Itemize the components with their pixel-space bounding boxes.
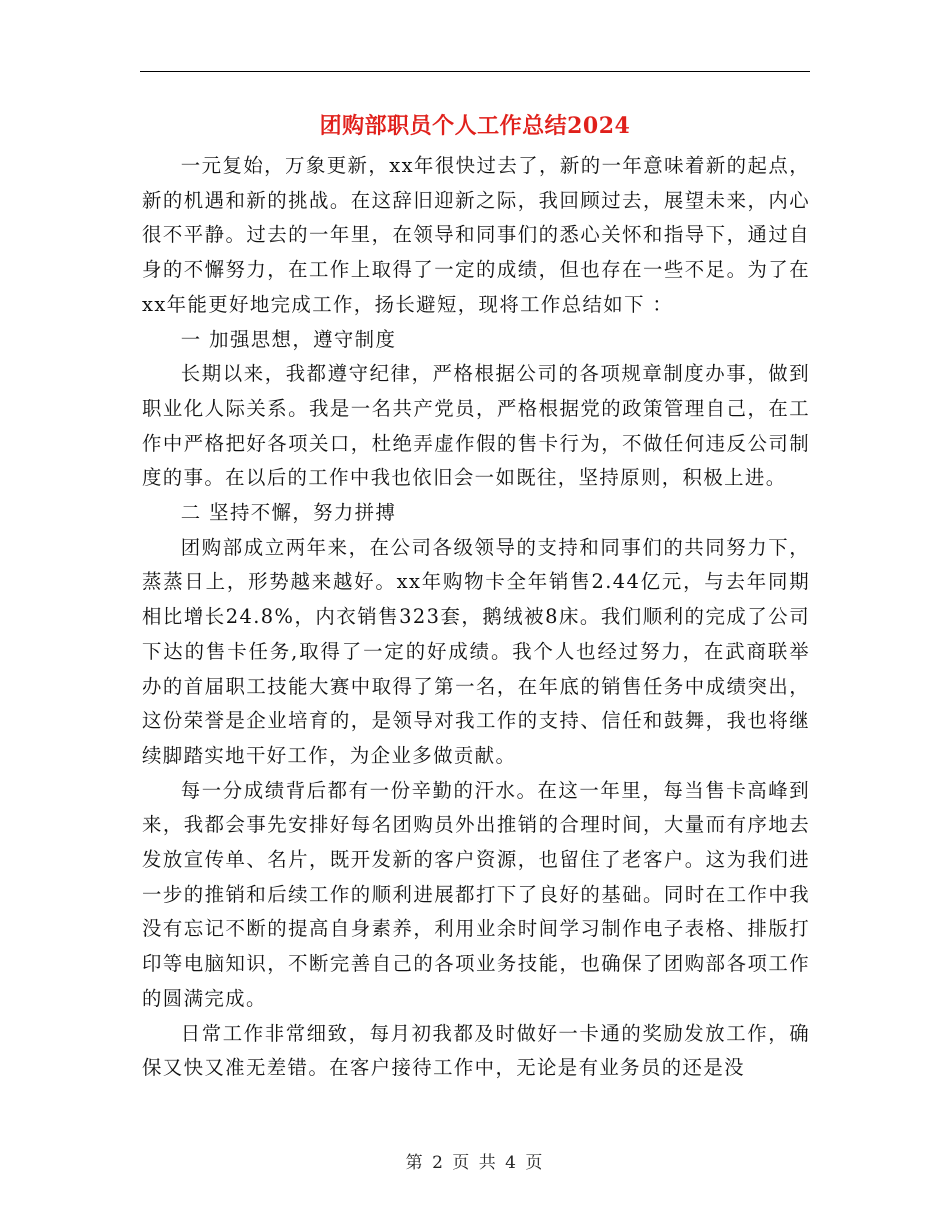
paragraph-achievements: 团购部成立两年来，在公司各级领导的支持和同事们的共同努力下，蒸蒸日上，形势越来越好。xx年购物卡全年销售2.44亿元，与去年同期相比增长24.8%，内衣销售323套，鹅绒被8床。我们顺利的完成了公司下达的售卡任务,取得了一定的好成绩。我个人也经过努力，在武商联举办的首届职工技能大赛中取得了第一名，在年底的销售任务中成绩突出，这份荣誉是企业培育的，是领导对我工作的支持、信任和鼓舞，我也将继续脚踏实地干好工作，为企业多做贡献。 [142,535,810,767]
paragraph-intro: 一元复始，万象更新，xx年很快过去了，新的一年意味着新的起点，新的机遇和新的挑战。在这辞旧迎新之际，我回顾过去，展望未来，内心很不平静。过去的一年里，在领导和同事们的悉心关怀和指导下，通过自身的不懈努力，在工作上取得了一定的成绩，但也存在一些不足。为了在xx年能更好地完成工作，扬长避短，现将工作总结如下 ： [142,154,810,316]
section-heading-2: 二 坚持不懈，努力拼搏 [180,501,397,525]
section-heading-1: 一 加强思想，遵守制度 [180,327,397,351]
header-rule [140,71,810,72]
document-title: 团购部职员个人工作总结2024 [319,113,631,139]
page-footer: 第 2 页 共 4 页 [405,1153,545,1173]
paragraph-daily-work: 日常工作非常细致，每月初我都及时做好一卡通的奖励发放工作，确保又快又准无差错。在客户接待工作中，无论是有业务员的还是没 [142,1021,810,1080]
document-body [142,149,810,1086]
paragraph-discipline: 长期以来，我都遵守纪律，严格根据公司的各项规章制度办事，做到职业化人际关系。我是一名共产党员，严格根据党的政策管理自己，在工作中严格把好各项关口，杜绝弄虚作假的售卡行为，不做任何违反公司制度的事。在以后的工作中我也依旧会一如既往，坚持原则，积极上进。 [142,362,810,490]
paragraph-hard-work: 每一分成绩背后都有一份辛勤的汗水。在这一年里，每当售卡高峰到来，我都会事先安排好每名团购员外出推销的合理时间，大量而有序地去发放宣传单、名片，既开发新的客户资源，也留住了老客户。这为我们进一步的推销和后续工作的顺利进展都打下了良好的基础。同时在工作中我没有忘记不断的提高自身素养，利用业余时间学习制作电子表格、排版打印等电脑知识，不断完善自己的各项业务技能，也确保了团购部各项工作的圆满完成。 [142,778,810,1010]
